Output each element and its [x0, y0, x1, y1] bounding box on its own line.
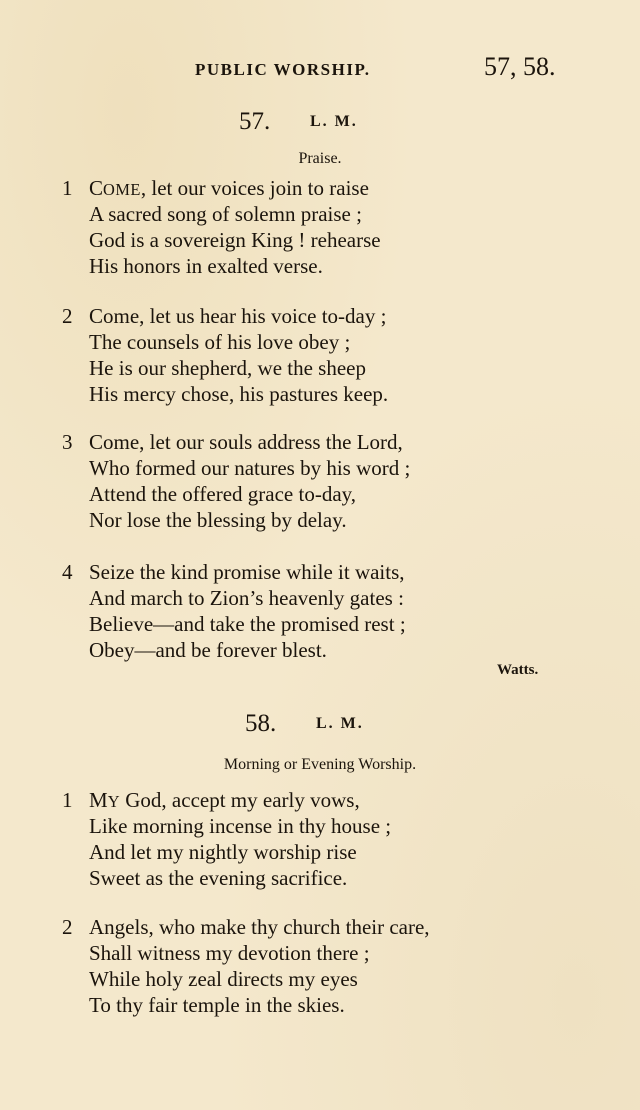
- verse-line: While holy zeal directs my eyes: [89, 967, 358, 991]
- line-text: God, accept my early vows,: [120, 788, 360, 812]
- verse-line: Come, let our souls address the Lord,: [89, 430, 403, 454]
- verse-line: The counsels of his love obey ;: [89, 330, 351, 354]
- verse-line: [89, 176, 369, 201]
- verse-line: Sweet as the evening sacrifice.: [89, 866, 348, 890]
- stanza-number: 4: [62, 560, 73, 584]
- hymn-58-heading: [0, 710, 640, 742]
- stanza-number: 2: [62, 915, 73, 939]
- verse-line: Shall witness my devotion there ;: [89, 941, 370, 965]
- verse-line: A sacred song of solemn praise ;: [89, 202, 362, 226]
- initial-capital: M: [89, 788, 108, 812]
- verse-line: Who formed our natures by his word ;: [89, 456, 411, 480]
- verse-line: Attend the offered grace to-day,: [89, 482, 357, 506]
- stanza-number: 1: [62, 788, 73, 812]
- running-head: [0, 52, 640, 84]
- stanza-number: 2: [62, 304, 73, 328]
- running-head-title: PUBLIC WORSHIP.: [195, 60, 371, 79]
- hymn-number: 57.: [239, 108, 271, 135]
- hymn-subject: Praise.: [298, 150, 342, 167]
- verse-line: Nor lose the blessing by delay.: [89, 508, 347, 532]
- verse-line: He is our shepherd, we the sheep: [89, 356, 366, 380]
- small-caps: OME: [103, 180, 141, 199]
- verse-line: Obey—and be forever blest.: [89, 638, 327, 662]
- initial-capital: C: [89, 176, 104, 200]
- verse-line: Angels, who make thy church their care,: [89, 915, 430, 939]
- verse-line: God is a sovereign King ! rehearse: [89, 228, 381, 252]
- verse-line: And let my nightly worship rise: [89, 840, 357, 864]
- verse-line: Come, let us hear his voice to-day ;: [89, 304, 387, 328]
- verse-line: Like morning incense in thy house ;: [89, 814, 392, 838]
- hymn-meter: L. M.: [310, 113, 358, 130]
- stanza-number: 3: [62, 430, 73, 454]
- verse-line: Seize the kind promise while it waits,: [89, 560, 405, 584]
- hymn-57-heading: [0, 108, 640, 140]
- verse-line: His honors in exalted verse.: [89, 254, 323, 278]
- verse-line: [89, 788, 360, 813]
- verse-line: His mercy chose, his pastures keep.: [89, 382, 389, 406]
- verse-line: Believe—and take the promised rest ;: [89, 612, 406, 636]
- hymn-number: 58.: [245, 710, 277, 737]
- hymn-author: Watts.: [497, 662, 539, 678]
- hymn-meter: L. M.: [316, 715, 364, 732]
- line-text: , let our voices join to raise: [140, 176, 369, 200]
- hymn-subject: Morning or Evening Worship.: [223, 756, 417, 773]
- small-caps: Y: [107, 792, 121, 811]
- running-head-hymn-numbers: 57, 58.: [484, 52, 556, 81]
- verse-line: And march to Zion’s heavenly gates :: [89, 586, 404, 610]
- verse-line: To thy fair temple in the skies.: [89, 993, 345, 1017]
- stanza-number: 1: [62, 176, 73, 200]
